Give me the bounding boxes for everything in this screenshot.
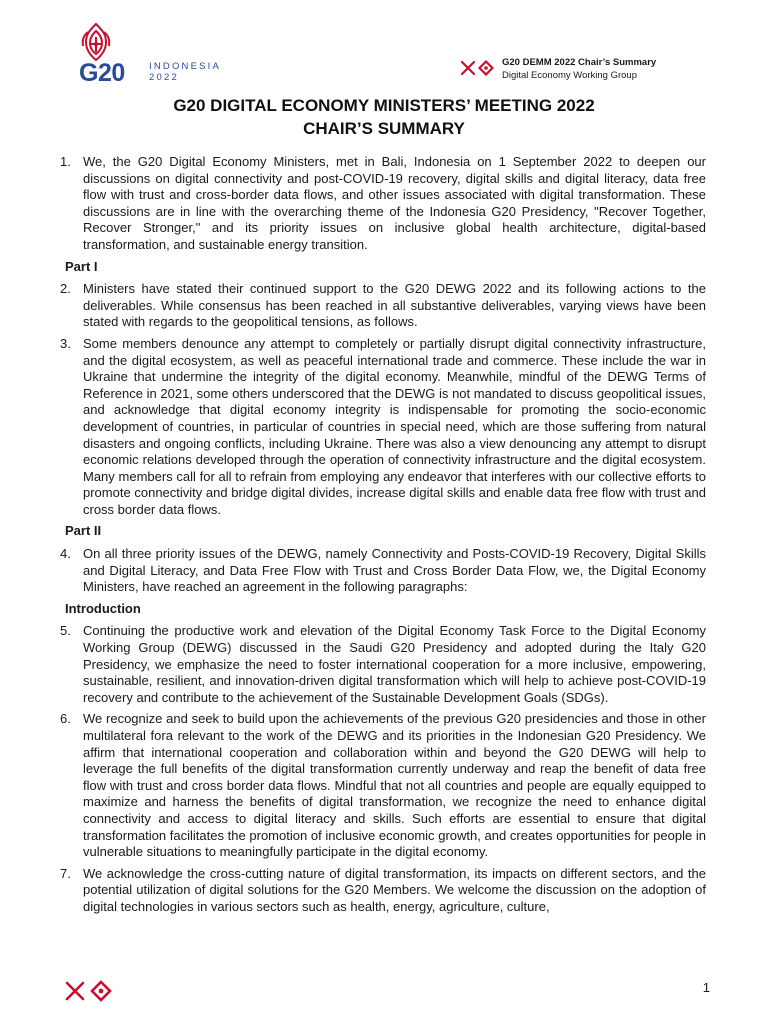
paragraph-4	[60, 546, 706, 596]
g20-indonesia-logo	[78, 22, 238, 87]
section-heading-part-1: Part I	[65, 258, 98, 274]
paragraph-text: Continuing the productive work and elevation of the Digital Economy Task Force to the Digital Economy Working Group (DEWG) discussed in the Saudi G20 Presidency and adopted during the Italy G20 Presidency, we emphasize the need to foster international cooperation for a more inclusive, empowering, sustainable, resilient, and innovation-driven digital transformation which will help to achieve post-COVID-19 recovery and contribute to the achievement of the Sustainable Development Goals (SDGs).	[83, 623, 706, 705]
paragraph-5	[60, 623, 706, 706]
x-diamond-mark-icon	[460, 60, 494, 76]
paragraph-number: 4.	[60, 546, 71, 562]
paragraph-number: 2.	[60, 281, 71, 297]
document-title: G20 DIGITAL ECONOMY MINISTERS’ MEETING 2022	[173, 96, 595, 115]
paragraph-number: 3.	[60, 335, 71, 351]
section-heading-introduction: Introduction	[65, 600, 141, 616]
paragraph-3	[60, 336, 706, 519]
paragraph-1	[60, 154, 706, 254]
paragraph-6	[60, 711, 706, 860]
header-doc-title: G20 DEMM 2022 Chair’s Summary	[502, 57, 657, 68]
paragraph-number: 6.	[60, 711, 71, 727]
kawung-emblem-icon	[80, 22, 112, 64]
paragraph-7	[60, 866, 706, 916]
paragraph-text: We, the G20 Digital Economy Ministers, met in Bali, Indonesia on 1 September 2022 to deepen our discussions on digital connectivity and post-COVID-19 recovery, digital skills and digital literacy, data free flow with trust and cross-border data flows, and other issues associated with digital transformation. These discussions are in line with the overarching theme of the Indonesia G20 Presidency, "Recover Together, Recover Stronger," and its priority issues on inclusive global health architecture, digital-based transformation, and sustainable energy transition.	[83, 154, 706, 252]
paragraph-number: 5.	[60, 623, 71, 639]
paragraph-number: 7.	[60, 865, 71, 881]
footer-x-diamond-icon	[64, 980, 114, 1002]
running-header	[460, 57, 700, 85]
page-number: 1	[702, 980, 710, 995]
logo-year-text: 2022	[149, 72, 179, 83]
paragraph-text: We recognize and seek to build upon the achievements of the previous G20 presidencies and those in other multilateral fora relevant to the work of the DEWG and its priorities in the Indonesian G20 Presidency. We affirm that international cooperation and collaboration within and beyond the G20 DEWG will help to leverage the full benefits of the digital transformation currently underway and reap the benefit of data free flow with trust and cross border data flows. Mindful that not all countries and people are equally equipped to maximize and harness the benefits of digital transformation, we recognize the need to enhance digital connectivity and access to digital literacy and skills. Such efforts are essential to ensure that digital transformation facilitates the promotion of inclusive economic growth, and creates opportunities for people in vulnerable situations to meaningfully participate in the digital economy.	[83, 711, 706, 860]
paragraph-text: On all three priority issues of the DEWG, namely Connectivity and Posts-COVID-19 Recovery, Digital Skills and Digital Literacy, and Data Free Flow with Trust and Cross Border Data Flow, we, the Digital Economy Ministers, have reached an agreement in the following paragraphs:	[83, 546, 706, 595]
header-doc-subtitle: Digital Economy Working Group	[502, 70, 637, 81]
paragraph-number: 1.	[60, 154, 71, 169]
logo-country-text: INDONESIA	[149, 61, 222, 72]
section-heading-part-2: Part II	[65, 523, 102, 539]
paragraph-text: Ministers have stated their continued support to the G20 DEWG 2022 and its following actions to the deliverables. While consensus has been reached in all substantive deliverables, varying views have been stated with regards to the geopolitical tensions, as follows.	[83, 281, 706, 330]
document-subtitle: CHAIR’S SUMMARY	[303, 119, 465, 138]
paragraph-text: We acknowledge the cross-cutting nature of digital transformation, its impacts on different sectors, and the potential utilization of digital solutions for the G20 Members. We welcome the discussion on the adoption of digital technologies in various sectors such as health, energy, agriculture, culture,	[83, 865, 706, 914]
logo-g20-text: G20	[79, 59, 125, 87]
paragraph-text: Some members denounce any attempt to completely or partially disrupt digital connectivity infrastructure, and the digital ecosystem, as well as peaceful international trade and commerce. These include the war in Ukraine that undermine the integrity of the digital economy. Meanwhile, mindful of the DEWG Terms of Reference in 2021, some others underscored that the DEWG is not mandated to discuss geopolitical issues, and acknowledge that digital economy integrity is indispensable for promoting the socio-economic development of countries, in particular of countries in special need, which are those suffering from natural disasters and ongoing conflicts, including Ukraine. There was also a view denouncing any attempt to disrupt economic relations developed through the operation of connectivity infrastructure and the digital ecosystem. Many members call for all to refrain from employing any endeavor that interferes with our collective efforts to promote connectivity and bridge digital divides, increase digital skills and enable data free flow with trust and cross border data flows.	[83, 335, 706, 517]
paragraph-2	[60, 281, 706, 331]
document-body	[60, 154, 706, 921]
